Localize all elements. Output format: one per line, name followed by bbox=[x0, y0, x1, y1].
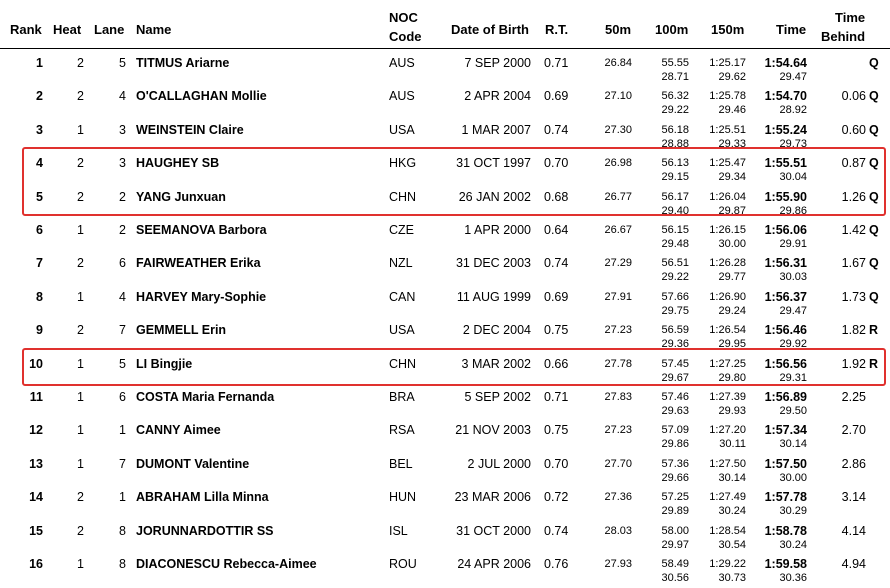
cell-m100s: 30.56 bbox=[661, 572, 689, 584]
header-noc-2: Code bbox=[389, 29, 422, 44]
cell-dob: 21 NOV 2003 bbox=[455, 423, 531, 438]
cell-heat: 1 bbox=[77, 223, 84, 237]
table-row bbox=[0, 520, 890, 553]
cell-noc: ISL bbox=[389, 523, 408, 538]
cell-m50: 27.23 bbox=[604, 324, 632, 337]
cell-times: 30.14 bbox=[779, 438, 807, 451]
cell-name: FAIRWEATHER Erika bbox=[136, 256, 261, 271]
cell-lane: 3 bbox=[119, 156, 126, 171]
cell-heat: 1 bbox=[77, 289, 84, 304]
table-row bbox=[0, 386, 890, 419]
cell-heat: 2 bbox=[77, 189, 84, 204]
cell-dob: 5 SEP 2002 bbox=[464, 390, 531, 404]
cell-rank: 5 bbox=[36, 189, 43, 204]
header-behind-1: Time bbox=[835, 10, 866, 25]
cell-m150: 1:26.28 bbox=[709, 257, 746, 270]
table-row bbox=[0, 252, 890, 285]
cell-behind: 0.87 bbox=[841, 156, 866, 171]
cell-m150s: 30.54 bbox=[718, 538, 746, 551]
cell-dob: 2 JUL 2000 bbox=[467, 456, 531, 471]
cell-lane: 1 bbox=[119, 490, 126, 505]
cell-lane: 2 bbox=[119, 223, 126, 237]
cell-heat: 2 bbox=[77, 89, 84, 104]
cell-rank: 9 bbox=[36, 323, 43, 338]
table-row bbox=[0, 453, 890, 486]
cell-name: ABRAHAM Lilla Minna bbox=[136, 490, 269, 505]
cell-rank: 4 bbox=[36, 156, 43, 171]
cell-dob: 24 APR 2006 bbox=[457, 557, 531, 571]
cell-dob: 31 OCT 1997 bbox=[456, 156, 531, 171]
cell-heat: 1 bbox=[77, 122, 84, 137]
cell-time: 1:54.70 bbox=[764, 89, 807, 104]
cell-m50: 26.77 bbox=[604, 190, 632, 203]
cell-noc: CZE bbox=[389, 223, 414, 237]
cell-m150s: 29.62 bbox=[718, 71, 746, 83]
cell-q: Q bbox=[869, 223, 879, 237]
cell-m50: 26.84 bbox=[604, 57, 632, 69]
cell-behind: 1.82 bbox=[841, 323, 866, 338]
cell-q: Q bbox=[869, 122, 879, 137]
cell-m100s: 29.86 bbox=[661, 438, 689, 451]
cell-lane: 6 bbox=[119, 390, 126, 404]
cell-times: 29.31 bbox=[779, 371, 807, 384]
cell-m150s: 30.24 bbox=[718, 505, 746, 518]
cell-m100s: 29.75 bbox=[661, 304, 689, 317]
cell-behind: 0.60 bbox=[841, 122, 866, 137]
table-row bbox=[0, 419, 890, 452]
cell-rt: 0.72 bbox=[544, 490, 569, 505]
cell-m100: 57.09 bbox=[661, 424, 689, 437]
cell-m150s: 29.93 bbox=[718, 405, 746, 417]
cell-m150: 1:25.78 bbox=[709, 90, 746, 103]
cell-q: Q bbox=[869, 156, 879, 171]
cell-m100: 58.49 bbox=[661, 558, 689, 570]
cell-rt: 0.76 bbox=[544, 557, 569, 571]
cell-behind: 1.67 bbox=[841, 256, 866, 271]
header-behind-2: Behind bbox=[821, 29, 866, 44]
cell-noc: USA bbox=[389, 122, 415, 137]
cell-noc: NZL bbox=[389, 256, 413, 271]
cell-heat: 2 bbox=[77, 56, 84, 70]
cell-name: HARVEY Mary-Sophie bbox=[136, 289, 267, 304]
cell-m50: 26.67 bbox=[604, 224, 632, 236]
cell-noc: USA bbox=[389, 323, 415, 338]
cell-rank: 16 bbox=[29, 557, 43, 571]
cell-m50: 27.93 bbox=[604, 558, 632, 570]
cell-q: Q bbox=[869, 189, 879, 204]
table-row bbox=[0, 52, 890, 85]
cell-times: 30.24 bbox=[779, 538, 807, 551]
cell-m100s: 29.15 bbox=[661, 171, 689, 184]
cell-m150s: 30.14 bbox=[718, 471, 746, 484]
cell-time: 1:56.31 bbox=[764, 256, 807, 271]
cell-dob: 23 MAR 2006 bbox=[454, 490, 531, 505]
cell-m150: 1:25.17 bbox=[709, 57, 746, 69]
cell-times: 28.92 bbox=[779, 104, 807, 117]
cell-time: 1:57.78 bbox=[764, 490, 807, 505]
cell-m100: 56.13 bbox=[661, 157, 689, 170]
cell-dob: 1 APR 2000 bbox=[464, 223, 531, 237]
cell-m100s: 29.97 bbox=[661, 538, 689, 551]
cell-times: 29.47 bbox=[779, 304, 807, 317]
cell-lane: 6 bbox=[119, 256, 126, 271]
table-row bbox=[0, 286, 890, 319]
cell-m100: 56.15 bbox=[661, 224, 689, 236]
cell-rank: 2 bbox=[36, 89, 43, 104]
cell-m50: 27.78 bbox=[604, 357, 632, 370]
cell-heat: 1 bbox=[77, 423, 84, 438]
cell-time: 1:55.90 bbox=[764, 189, 807, 204]
cell-rank: 3 bbox=[36, 122, 43, 137]
cell-noc: HKG bbox=[389, 156, 417, 171]
cell-noc: AUS bbox=[389, 56, 415, 70]
cell-name: HAUGHEY SB bbox=[136, 156, 220, 171]
cell-rt: 0.70 bbox=[544, 456, 569, 471]
header-rt: R.T. bbox=[545, 22, 569, 37]
cell-behind: 3.14 bbox=[841, 490, 866, 505]
cell-behind: 1.26 bbox=[841, 189, 866, 204]
cell-behind: 4.94 bbox=[841, 557, 866, 571]
cell-m100: 56.17 bbox=[661, 190, 689, 203]
cell-time: 1:58.78 bbox=[764, 523, 807, 538]
cell-noc: CHN bbox=[389, 356, 417, 371]
cell-dob: 7 SEP 2000 bbox=[464, 56, 531, 70]
cell-heat: 1 bbox=[77, 557, 84, 571]
cell-m150s: 29.80 bbox=[718, 371, 746, 384]
cell-rank: 1 bbox=[36, 56, 43, 70]
cell-m100: 57.25 bbox=[661, 491, 689, 504]
header-100m: 100m bbox=[655, 22, 689, 37]
cell-m150: 1:29.22 bbox=[709, 558, 746, 570]
cell-times: 29.47 bbox=[779, 71, 807, 83]
cell-time: 1:55.51 bbox=[764, 156, 807, 171]
table-row bbox=[0, 85, 890, 118]
cell-m100s: 29.36 bbox=[661, 338, 689, 351]
cell-rank: 14 bbox=[29, 490, 43, 505]
cell-q: R bbox=[869, 356, 879, 371]
cell-dob: 1 MAR 2007 bbox=[461, 122, 531, 137]
cell-dob: 3 MAR 2002 bbox=[461, 356, 531, 371]
cell-rank: 12 bbox=[29, 423, 43, 438]
header-heat: Heat bbox=[53, 22, 82, 37]
cell-m50: 27.36 bbox=[604, 491, 632, 504]
cell-name: CANNY Aimee bbox=[136, 423, 221, 438]
cell-m50: 27.10 bbox=[604, 90, 632, 103]
cell-m150s: 29.46 bbox=[718, 104, 746, 117]
cell-name: YANG Junxuan bbox=[136, 189, 226, 204]
cell-rt: 0.69 bbox=[544, 289, 569, 304]
cell-m100: 57.46 bbox=[661, 391, 689, 403]
cell-lane: 1 bbox=[119, 423, 126, 438]
cell-dob: 11 AUG 1999 bbox=[456, 289, 531, 304]
cell-lane: 5 bbox=[119, 56, 126, 70]
highlight-box-rows-4-5 bbox=[22, 147, 886, 216]
header-rank: Rank bbox=[10, 22, 42, 37]
header-time: Time bbox=[776, 22, 807, 37]
cell-m50: 27.30 bbox=[604, 123, 632, 136]
cell-m150s: 29.87 bbox=[718, 204, 746, 217]
cell-m150s: 30.73 bbox=[718, 572, 746, 584]
cell-m100s: 29.89 bbox=[661, 505, 689, 518]
cell-m150s: 29.33 bbox=[718, 137, 746, 150]
cell-rank: 10 bbox=[29, 356, 43, 371]
cell-q: R bbox=[869, 323, 879, 338]
cell-m150: 1:25.51 bbox=[709, 123, 746, 136]
cell-heat: 2 bbox=[77, 523, 84, 538]
cell-name: COSTA Maria Fernanda bbox=[136, 390, 275, 404]
cell-m100s: 29.63 bbox=[661, 405, 689, 417]
cell-q: Q bbox=[869, 289, 879, 304]
cell-rt: 0.69 bbox=[544, 89, 569, 104]
cell-rank: 6 bbox=[36, 223, 43, 237]
cell-m150: 1:25.47 bbox=[709, 157, 746, 170]
cell-m150s: 30.11 bbox=[719, 438, 746, 451]
cell-dob: 31 DEC 2003 bbox=[455, 256, 531, 271]
cell-times: 29.86 bbox=[779, 204, 807, 217]
cell-m150s: 29.34 bbox=[718, 171, 746, 184]
cell-heat: 2 bbox=[77, 323, 84, 338]
cell-lane: 4 bbox=[119, 289, 126, 304]
cell-m150: 1:26.04 bbox=[709, 190, 746, 203]
cell-rt: 0.75 bbox=[544, 423, 569, 438]
cell-m100: 57.36 bbox=[661, 457, 689, 470]
cell-m100: 58.00 bbox=[661, 524, 689, 537]
cell-name: DUMONT Valentine bbox=[136, 456, 250, 471]
cell-rt: 0.71 bbox=[544, 390, 569, 404]
header-dob: Date of Birth bbox=[451, 22, 529, 37]
cell-rank: 11 bbox=[29, 390, 43, 404]
cell-m100s: 29.66 bbox=[661, 471, 689, 484]
cell-heat: 2 bbox=[77, 256, 84, 271]
cell-time: 1:56.56 bbox=[764, 356, 807, 371]
cell-q: Q bbox=[869, 256, 879, 271]
cell-time: 1:56.89 bbox=[764, 390, 807, 404]
cell-behind: 2.25 bbox=[841, 390, 866, 404]
cell-m50: 26.98 bbox=[604, 157, 632, 170]
cell-noc: AUS bbox=[389, 89, 415, 104]
cell-time: 1:56.37 bbox=[764, 289, 807, 304]
cell-times: 29.92 bbox=[779, 338, 807, 351]
cell-noc: BRA bbox=[389, 390, 415, 404]
cell-rt: 0.64 bbox=[544, 223, 569, 237]
cell-rank: 7 bbox=[36, 256, 43, 271]
cell-dob: 2 APR 2004 bbox=[464, 89, 531, 104]
cell-dob: 26 JAN 2002 bbox=[458, 189, 531, 204]
cell-m100: 56.59 bbox=[661, 324, 689, 337]
cell-rank: 13 bbox=[29, 456, 43, 471]
cell-heat: 1 bbox=[77, 456, 84, 471]
cell-m100: 57.66 bbox=[661, 290, 689, 303]
cell-noc: CHN bbox=[389, 189, 417, 204]
cell-lane: 4 bbox=[119, 89, 126, 104]
header-50m: 50m bbox=[605, 22, 632, 37]
cell-heat: 1 bbox=[77, 356, 84, 371]
cell-m150: 1:27.49 bbox=[709, 491, 746, 504]
cell-time: 1:54.64 bbox=[764, 56, 807, 70]
cell-behind: 2.86 bbox=[841, 456, 866, 471]
cell-times: 30.04 bbox=[779, 171, 807, 184]
cell-behind: 2.70 bbox=[841, 423, 866, 438]
header-150m: 150m bbox=[711, 22, 745, 37]
cell-m100s: 29.48 bbox=[661, 238, 689, 250]
cell-m150s: 29.24 bbox=[718, 304, 746, 317]
header-noc-1: NOC bbox=[389, 10, 418, 25]
cell-heat: 2 bbox=[77, 156, 84, 171]
cell-times: 30.29 bbox=[779, 505, 807, 518]
cell-rt: 0.71 bbox=[544, 56, 569, 70]
cell-time: 1:57.34 bbox=[764, 423, 807, 438]
cell-m150: 1:26.15 bbox=[709, 224, 746, 236]
cell-dob: 31 OCT 2000 bbox=[456, 523, 531, 538]
cell-m100s: 28.71 bbox=[661, 71, 689, 83]
cell-m100: 55.55 bbox=[661, 57, 689, 69]
cell-m50: 27.83 bbox=[604, 391, 632, 403]
header-lane: Lane bbox=[94, 22, 125, 37]
cell-rt: 0.68 bbox=[544, 189, 569, 204]
table-row bbox=[0, 553, 890, 586]
table-row bbox=[0, 486, 890, 519]
cell-behind: 1.42 bbox=[841, 223, 866, 237]
cell-m50: 27.70 bbox=[604, 457, 632, 470]
cell-heat: 2 bbox=[77, 490, 84, 505]
cell-time: 1:56.46 bbox=[764, 323, 807, 338]
cell-noc: ROU bbox=[389, 557, 417, 571]
cell-m100s: 29.22 bbox=[661, 271, 689, 284]
cell-times: 29.73 bbox=[779, 137, 807, 150]
cell-m150s: 30.00 bbox=[718, 238, 746, 250]
cell-noc: HUN bbox=[389, 490, 417, 505]
cell-lane: 3 bbox=[119, 122, 126, 137]
cell-m50: 27.23 bbox=[604, 424, 632, 437]
cell-times: 30.00 bbox=[779, 471, 807, 484]
cell-rt: 0.74 bbox=[544, 256, 569, 271]
cell-behind: 1.92 bbox=[841, 356, 866, 371]
cell-name: WEINSTEIN Claire bbox=[136, 122, 244, 137]
cell-lane: 8 bbox=[119, 557, 126, 571]
cell-m100: 56.32 bbox=[661, 90, 689, 103]
cell-m150: 1:26.90 bbox=[709, 290, 746, 303]
cell-m100s: 29.22 bbox=[661, 104, 689, 117]
cell-m100s: 28.88 bbox=[661, 137, 689, 150]
cell-lane: 2 bbox=[119, 189, 126, 204]
cell-name: O'CALLAGHAN Mollie bbox=[136, 89, 267, 104]
cell-m100: 56.18 bbox=[661, 123, 689, 136]
cell-rt: 0.66 bbox=[544, 356, 569, 371]
cell-rt: 0.74 bbox=[544, 122, 569, 137]
cell-rt: 0.70 bbox=[544, 156, 569, 171]
results-header bbox=[0, 0, 890, 49]
cell-behind: 1.73 bbox=[841, 289, 866, 304]
cell-m50: 27.91 bbox=[604, 290, 632, 303]
cell-times: 29.50 bbox=[779, 405, 807, 417]
cell-heat: 1 bbox=[77, 390, 84, 404]
cell-m50: 28.03 bbox=[604, 524, 632, 537]
cell-name: SEEMANOVA Barbora bbox=[136, 223, 267, 237]
cell-noc: RSA bbox=[389, 423, 415, 438]
cell-times: 30.03 bbox=[779, 271, 807, 284]
cell-lane: 5 bbox=[119, 356, 126, 371]
cell-time: 1:57.50 bbox=[764, 456, 807, 471]
cell-noc: BEL bbox=[389, 456, 413, 471]
cell-dob: 2 DEC 2004 bbox=[462, 323, 531, 338]
cell-time: 1:55.24 bbox=[764, 122, 807, 137]
cell-m150s: 29.77 bbox=[718, 271, 746, 284]
cell-noc: CAN bbox=[389, 289, 416, 304]
cell-name: TITMUS Ariarne bbox=[136, 56, 230, 70]
cell-m150: 1:26.54 bbox=[709, 324, 746, 337]
cell-m150: 1:28.54 bbox=[709, 524, 746, 537]
cell-m150: 1:27.25 bbox=[709, 357, 746, 370]
cell-lane: 8 bbox=[119, 523, 126, 538]
cell-q: Q bbox=[869, 89, 879, 104]
cell-rt: 0.75 bbox=[544, 323, 569, 338]
cell-m100s: 29.40 bbox=[661, 204, 689, 217]
cell-m150s: 29.95 bbox=[718, 338, 746, 351]
cell-m100: 57.45 bbox=[661, 357, 689, 370]
cell-m100: 56.51 bbox=[661, 257, 689, 270]
cell-m50: 27.29 bbox=[604, 257, 632, 270]
cell-name: LI Bingjie bbox=[136, 356, 193, 371]
cell-name: DIACONESCU Rebecca-Aimee bbox=[136, 557, 317, 571]
cell-time: 1:59.58 bbox=[764, 557, 807, 571]
highlight-box-row-10 bbox=[22, 348, 886, 386]
cell-q: Q bbox=[869, 56, 879, 70]
cell-m100s: 29.67 bbox=[661, 371, 689, 384]
cell-rank: 8 bbox=[36, 289, 43, 304]
table-row bbox=[0, 219, 890, 252]
cell-times: 30.36 bbox=[779, 572, 807, 584]
cell-m150: 1:27.20 bbox=[709, 424, 746, 437]
cell-rank: 15 bbox=[29, 523, 43, 538]
cell-m150: 1:27.50 bbox=[709, 457, 746, 470]
cell-behind: 4.14 bbox=[841, 523, 866, 538]
cell-lane: 7 bbox=[119, 456, 126, 471]
cell-name: JORUNNARDOTTIR SS bbox=[136, 523, 274, 538]
cell-time: 1:56.06 bbox=[764, 223, 807, 237]
cell-behind: 0.06 bbox=[841, 89, 866, 104]
cell-name: GEMMELL Erin bbox=[136, 323, 227, 338]
cell-m150: 1:27.39 bbox=[709, 391, 746, 403]
header-name: Name bbox=[136, 22, 172, 37]
cell-lane: 7 bbox=[119, 323, 126, 338]
cell-rt: 0.74 bbox=[544, 523, 569, 538]
cell-times: 29.91 bbox=[779, 238, 807, 250]
